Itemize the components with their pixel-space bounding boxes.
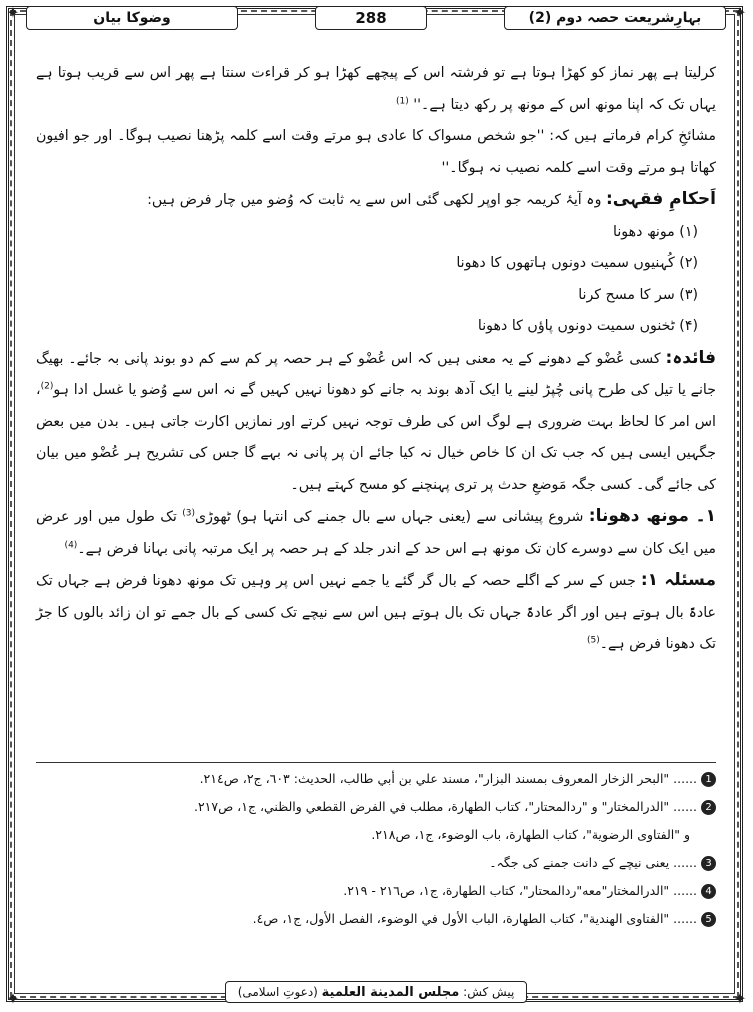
section-heading: ۱۔ مونھ دھونا:	[588, 506, 716, 526]
corner-ornament-icon: ✦	[6, 989, 20, 1008]
section-heading: مسئلہ ۱:	[640, 570, 716, 590]
paragraph-text: تک طول میں اور عرض میں ایک کان سے دوسرے کان تک مونھ ہے اس حد کے اندر جلد کے ہر حصہ پر ایک مرتبہ پانی بہانا فرض ہے۔	[36, 509, 716, 557]
page-header	[26, 5, 726, 31]
footnote-text: ...... یعنی نیچے کے دانت جمنے کی جگہ۔	[489, 855, 697, 870]
corner-ornament-icon: ✦	[6, 3, 20, 22]
list-item: (۲) کُہنیوں سمیت دونوں ہاتھوں کا دھونا	[456, 255, 698, 271]
section-heading: اَحکامِ فقہی:	[605, 189, 716, 209]
footnote	[36, 765, 716, 793]
ahkam-paragraph	[36, 184, 716, 217]
paragraph-text: شروع پیشانی سے (یعنی جہاں سے بال جمنے کی انتہا ہو) ٹھوڑی	[195, 509, 589, 525]
chapter-topic: وضوکا بیان	[26, 6, 238, 30]
page-footer	[26, 980, 726, 1004]
footnote-ref: (3)	[182, 508, 196, 519]
publisher-name: مجلس المدينة العلمية	[321, 985, 460, 1000]
footnote-text: ...... "الفتاوى الهندية"، كتاب الطهارة، الباب الأول في الوضوء، الفصل الأول، ج١، ص٤.	[252, 911, 697, 926]
footnote-number: 5	[701, 912, 716, 927]
footnote	[36, 877, 716, 905]
footnote-ref: (5)	[586, 635, 600, 646]
list-item: (۳) سر کا مسح کرنا	[578, 286, 698, 303]
footnote-ref: (1)	[395, 95, 409, 106]
publisher-sub: (دعوتِ اسلامی)	[237, 985, 322, 999]
masla-paragraph	[36, 565, 716, 661]
paragraph-1	[36, 58, 716, 121]
section-heading: فائدہ:	[665, 347, 716, 368]
faida-paragraph	[36, 343, 716, 502]
footnote	[36, 849, 716, 877]
publisher-box	[225, 981, 528, 1003]
footnote-text: ...... "الدرالمختار"معه"ردالمحتار"، كتاب الطهارة، ج١، ص٢١٦ - ٢١٩.	[343, 883, 697, 898]
footnote-ref: (4)	[64, 539, 78, 550]
paragraph-text: کسی عُضْو کے دھونے کے یہ معنی ہیں کہ اس عُضْو کے ہر حصہ پر کم سے کم دو بوند پانی بہ جائے۔ بھیگ جانے یا تیل کی طرح پانی چُپڑ لینے یا ایک آدھ بوند بہ جانے کو دھونا نہیں کہیں گے نہ اس سے وُضو یا غسل ادا ہو	[36, 350, 716, 398]
footnote-continuation	[36, 821, 716, 849]
footnote-text: ...... "الدرالمختار" و "ردالمحتار"، كتاب الطهارة، مطلب في الفرض القطعي والظني، ج١، ص٢١٧.	[193, 799, 697, 814]
list-item: (۱) مونھ دھونا	[613, 223, 698, 240]
footnote-text: ...... "البحر الزخار المعروف بمسند البزار"، مسند علي بن أبي طالب، الحديث: ٦٠٣، ج٢، ص٢١٤.	[199, 771, 697, 786]
presenter-label: پیش کش:	[459, 985, 515, 999]
paragraph-text: مشائخِ کرام فرماتے ہیں کہ: ''جو شخص مسواک کا عادی ہو مرتے وقت اسے کلمہ پڑھنا نصیب ہوگا۔ اور جو افیون کھاتا ہو مرتے وقت اسے کلمہ نصیب نہ ہوگا۔''	[36, 128, 716, 176]
footnote	[36, 905, 716, 933]
footnote-number: 1	[701, 772, 716, 787]
paragraph-text: وہ آیۂ کریمہ جو اوپر لکھی گئی اس سے یہ ثابت کہ وُضو میں چار فرض ہیں:	[147, 192, 606, 208]
footnote-number: 2	[701, 800, 716, 815]
paragraph-2	[36, 121, 716, 184]
footnote-ref: (2)	[40, 381, 54, 392]
page-number: 288	[315, 6, 427, 30]
footnotes	[36, 762, 716, 933]
paragraph-text: جس کے سر کے اگلے حصہ کے بال گر گئے یا جمے نہیں اس پر وہیں تک مونھ دھونا فرض ہے جہاں تک عادۃً بال ہوتے ہیں اور اگر عادۃً جہاں تک بال ہوتے ہیں اس سے نیچے تک کسی کے بال جمے تو ان زائد بالوں کا جڑ تک دھونا فرض ہے۔	[36, 573, 716, 652]
main-text	[36, 58, 716, 661]
corner-ornament-icon: ✦	[733, 3, 747, 22]
monh-paragraph	[36, 501, 716, 565]
footnote-number: 3	[701, 856, 716, 871]
footnote-text: و "الفتاوى الرضوية"، كتاب الطهارة، باب الوضوء، ج١، ص٢١٨.	[371, 827, 690, 842]
paragraph-text: ، اس امر کا لحاظ بہت ضروری ہے لوگ اس کی طرف توجہ نہیں کرتے اور نمازیں اکارت جاتی ہیں۔ بدن میں بعض جگہیں ایسی ہیں کہ جب تک ان کا خاص خیال نہ کیا جائے ان پر پانی نہ بہے گا جس کی تشریح ہر عُضْو میں بیان کی جائے گی۔ کسی جگہ مَوضعِ حدث پر تری پہنچنے کو مسح کہتے ہیں۔	[36, 382, 716, 493]
book-title: بہارِشریعت حصہ دوم (2)	[504, 6, 726, 30]
corner-ornament-icon: ✦	[733, 989, 747, 1008]
footnote	[36, 793, 716, 821]
list-item: (۴) ٹخنوں سمیت دونوں پاؤں کا دھونا	[477, 318, 698, 334]
footnote-number: 4	[701, 884, 716, 899]
paragraph-text: کرلیتا ہے پھر نماز کو کھڑا ہوتا ہے تو فرشتہ اس کے پیچھے کھڑا ہو کر قراءت سنتا ہے پھر اس سے قریب ہوتا ہے یہاں تک کہ اپنا مونھ اس کے مونھ پر رکھ دیتا ہے۔''	[36, 65, 716, 113]
